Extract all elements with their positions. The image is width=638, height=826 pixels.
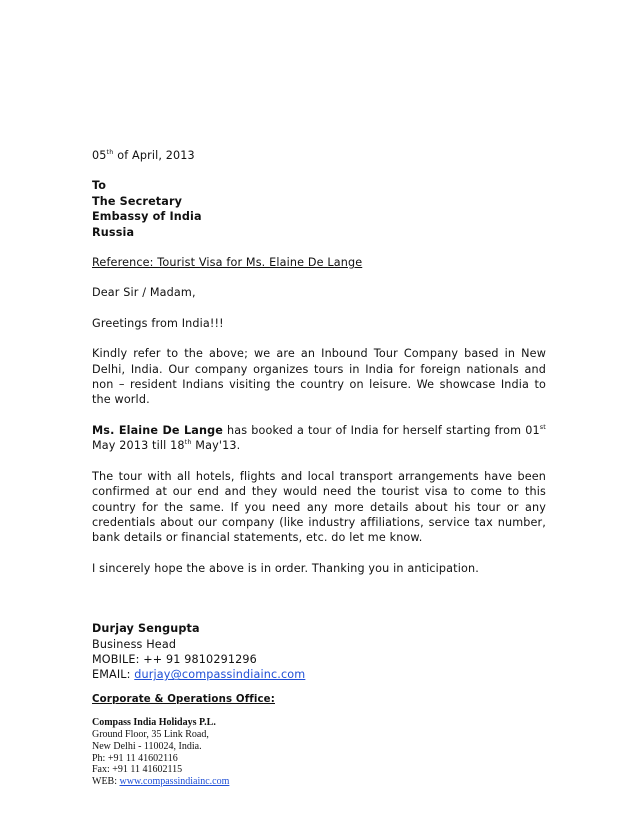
recipient-block bbox=[92, 178, 546, 240]
office-address-block bbox=[92, 717, 546, 788]
signer-email-row bbox=[92, 667, 546, 682]
recipient-line-1: To bbox=[92, 179, 107, 193]
signer-mobile: MOBILE: ++ 91 9810291296 bbox=[92, 652, 257, 666]
signature-block bbox=[92, 621, 546, 683]
office-heading: Corporate & Operations Office: bbox=[92, 693, 275, 705]
date-suffix: th bbox=[106, 148, 114, 156]
address-line-2: New Delhi - 110024, India. bbox=[92, 740, 202, 752]
paragraph-arrangements: The tour with all hotels, flights and local transport arrangements have been confirmed at our end and they would need the tourist visa to come to this country for the same. If you need any more details about his tour or any credentials about our company (like industry affiliations, service tax number, bank details or financial statements, etc. do let me know. bbox=[92, 469, 546, 545]
letter-date bbox=[92, 148, 546, 163]
signer-title: Business Head bbox=[92, 637, 177, 651]
letter-body bbox=[92, 148, 546, 788]
paragraph-booking: Ms. Elaine De Lange has booked a tour of India for herself starting from 01st May 2013 till 18th May'13. bbox=[92, 422, 546, 453]
company-name: Compass India Holidays P.L. bbox=[92, 717, 216, 729]
recipient-line-3: Embassy of India bbox=[92, 210, 202, 224]
address-line-1: Ground Floor, 35 Link Road, bbox=[92, 728, 209, 740]
email-link[interactable]: durjay@compassindiainc.com bbox=[134, 668, 306, 682]
date-day: 05 bbox=[92, 149, 107, 162]
closing-line: I sincerely hope the above is in order. Thanking you in anticipation. bbox=[92, 561, 479, 575]
web-link[interactable]: www.compassindiainc.com bbox=[119, 776, 230, 788]
signer-name: Durjay Sengupta bbox=[92, 622, 200, 636]
date-rest: of April, 2013 bbox=[113, 149, 195, 162]
web-label: WEB: bbox=[92, 776, 120, 788]
salutation: Dear Sir / Madam, bbox=[92, 286, 196, 300]
email-label: EMAIL: bbox=[92, 668, 135, 682]
office-fax: Fax: +91 11 41602115 bbox=[92, 764, 183, 776]
recipient-line-2: The Secretary bbox=[92, 194, 183, 208]
recipient-line-4: Russia bbox=[92, 225, 135, 239]
office-phone: Ph: +91 11 41602116 bbox=[92, 752, 178, 764]
greeting: Greetings from India!!! bbox=[92, 316, 224, 330]
traveller-name: Ms. Elaine De Lange bbox=[92, 423, 223, 437]
office-web-row bbox=[92, 776, 546, 788]
reference-line: Reference: Tourist Visa for Ms. Elaine De Lange bbox=[92, 256, 363, 270]
paragraph-intro: Kindly refer to the above; we are an Inbound Tour Company based in New Delhi, India. Our company organizes tours in India for foreign nationals and non – resident Indians visiting the country on leisure. We showcase India to the world. bbox=[92, 347, 546, 407]
